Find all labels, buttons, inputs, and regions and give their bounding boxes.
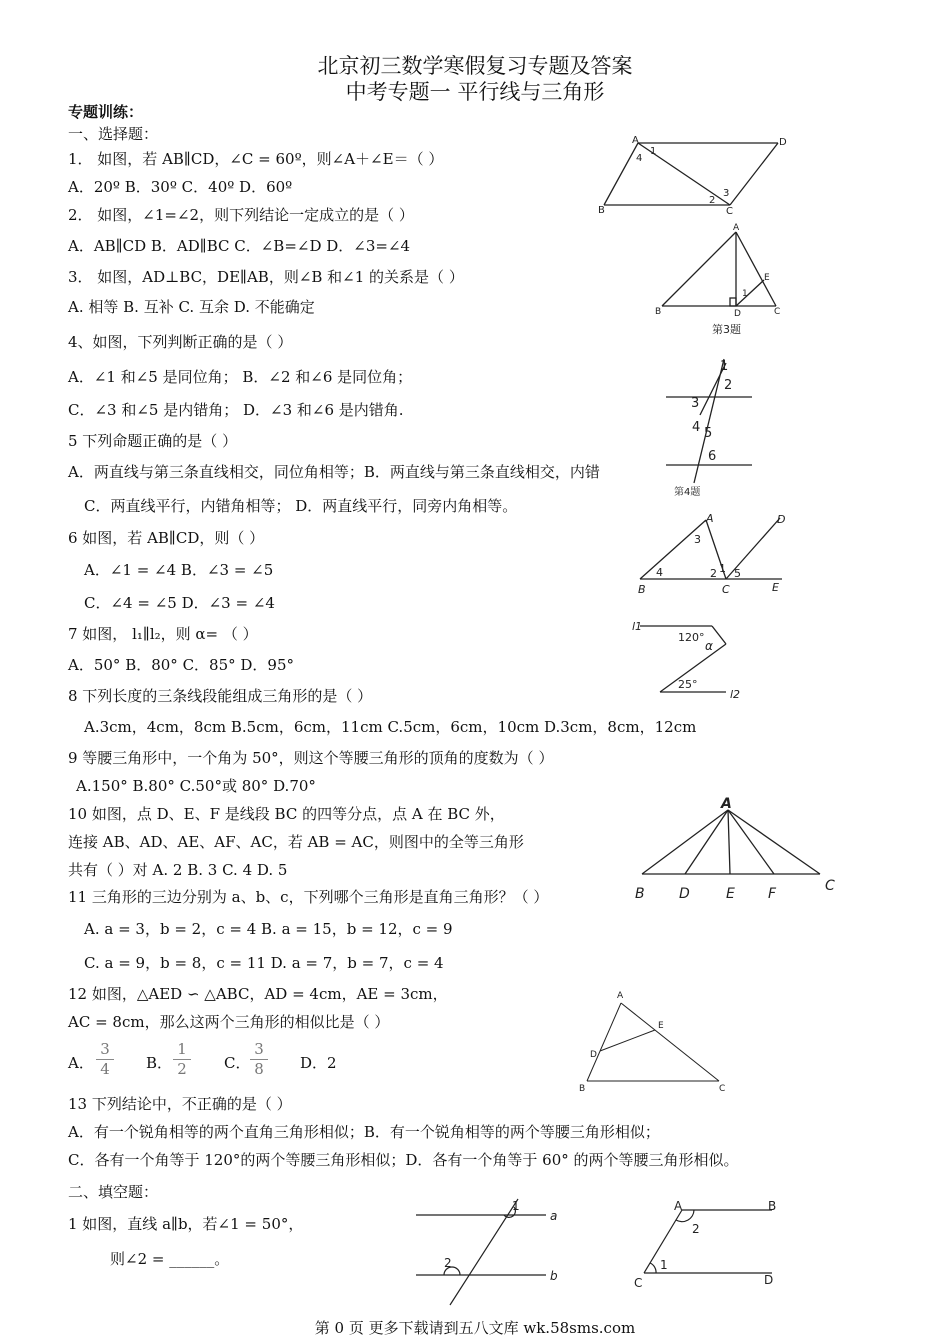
label-angle-3: 3: [691, 396, 700, 411]
label-b: B: [638, 583, 646, 596]
text-line: 4、如图，下列判断正确的是（ ）: [68, 333, 293, 351]
text-line: 1． 如图，若 AB∥CD，∠C = 60º，则∠A＋∠E＝（ ）: [68, 150, 444, 168]
label-c: C: [726, 206, 733, 217]
label-angle-2: 2: [709, 195, 716, 206]
fraction-denominator: 4: [100, 1060, 110, 1078]
fraction-numerator: 3: [100, 1040, 110, 1058]
label-a: A: [706, 512, 714, 525]
text-line: AC = 8cm，那么这两个三角形的相似比是（ ）: [68, 1013, 390, 1031]
figure-q3: [650, 220, 790, 338]
text-line: 6 如图，若 AB∥CD，则（ ）: [68, 529, 265, 547]
text-line: 13 下列结论中，不正确的是（ ）: [68, 1095, 292, 1113]
text-line: 连接 AB、AD、AE、AF、AC，若 AB = AC，则图中的全等三角形: [68, 833, 524, 851]
text-line: C．各有一个角等于 120°的两个等腰三角形相似；D．各有一个角等于 60° 的两个等腰三角形相似。: [68, 1151, 739, 1169]
label-angle-4: 4: [656, 566, 663, 579]
figure-caption: 第3题: [712, 323, 741, 336]
label-c: C: [634, 1276, 643, 1290]
text-line: A．AB∥CD B．AD∥BC C．∠B=∠D D．∠3=∠4: [68, 237, 411, 255]
text-line: A．有一个锐角相等的两个直角三角形相似；B．有一个锐角相等的两个等腰三角形相似；: [68, 1123, 660, 1141]
text-line: A. a = 3，b = 2，c = 4 B. a = 15，b = 12，c = 9: [84, 920, 453, 938]
label-d: D: [779, 137, 787, 148]
label-e: E: [772, 581, 779, 594]
label-d: D: [764, 1273, 774, 1287]
label-angle-2: 2: [444, 1256, 452, 1270]
label-alpha: α: [705, 639, 713, 653]
label-angle-2: 2: [710, 567, 717, 580]
label-angle-1: 1: [650, 146, 657, 157]
label-e: E: [764, 273, 770, 283]
text-line: 二、填空题：: [68, 1183, 159, 1201]
text-line: A. 相等 B. 互补 C. 互余 D. 不能确定: [68, 298, 315, 316]
label-a: A: [632, 135, 639, 146]
label-a: A: [733, 223, 740, 233]
label-c: C: [719, 1084, 726, 1094]
label-a: A: [617, 991, 624, 1001]
fraction-denominator: 2: [177, 1060, 187, 1078]
text-line: 一、选择题：: [68, 125, 159, 143]
q12-fraction-a: [96, 1041, 114, 1078]
q12-fraction-b: [173, 1041, 191, 1078]
text-line: 8 下列长度的三条线段能组成三角形的是（ ）: [68, 687, 373, 705]
text-line: 2． 如图，∠1=∠2，则下列结论一定成立的是（ ）: [68, 206, 414, 224]
figure-fill-1-b: [630, 1195, 790, 1290]
text-line: C. a = 9，b = 8，c = 11 D. a = 7，b = 7，c = 4: [84, 954, 444, 972]
text-line: 5 下列命题正确的是（ ）: [68, 432, 238, 450]
label-angle-1: 1: [742, 289, 748, 299]
text-line: C．∠3 和∠5 是内错角； D．∠3 和∠6 是内错角.: [68, 401, 404, 419]
q12-option-b: B．: [146, 1054, 173, 1072]
text-line: 专题训练：: [68, 103, 144, 121]
text-line: C．∠4 = ∠5 D．∠3 = ∠4: [84, 594, 275, 612]
label-e: E: [658, 1021, 664, 1031]
label-d: D: [679, 886, 690, 902]
q12-option-c: C．: [224, 1054, 251, 1072]
page-footer: 第 0 页 更多下载请到五八文库 wk.58sms.com: [314, 1319, 636, 1337]
page-subtitle: 中考专题一 平行线与三角形: [345, 80, 605, 104]
fraction-numerator: 3: [254, 1040, 264, 1058]
label-f: F: [768, 886, 777, 902]
text-line: A．50° B．80° C．85° D．95°: [68, 656, 295, 674]
label-b: B: [579, 1084, 586, 1094]
label-angle-5: 5: [734, 567, 741, 580]
figure-caption: 第4题: [674, 487, 701, 498]
fraction-numerator: 1: [177, 1040, 187, 1058]
label-angle-1: 1: [720, 359, 729, 374]
text-line: 7 如图， l₁∥l₂，则 α= （ ）: [68, 625, 258, 643]
figure-q6: [634, 510, 794, 600]
label-angle-120: 120°: [678, 631, 705, 644]
label-angle-1: 1: [660, 1258, 668, 1272]
figure-q12: [575, 985, 745, 1095]
label-angle-3: 3: [723, 188, 730, 199]
text-line: A．∠1 和∠5 是同位角； B．∠2 和∠6 是同位角；: [68, 368, 413, 386]
text-line: C．两直线平行，内错角相等； D．两直线平行，同旁内角相等。: [84, 497, 518, 515]
figure-q1: [590, 135, 790, 220]
label-angle-3: 3: [694, 533, 701, 546]
text-line: A．两直线与第三条直线相交，同位角相等；B．两直线与第三条直线相交，内错: [68, 463, 600, 481]
text-line: 10 如图，点 D、E、F 是线段 BC 的四等分点，点 A 在 BC 外，: [68, 805, 505, 823]
q12-option-d: D．2: [300, 1054, 337, 1072]
figure-q10: [630, 790, 840, 905]
figure-q7: [630, 616, 760, 704]
q12-option-a: A．: [68, 1054, 94, 1072]
label-a: A: [721, 796, 732, 812]
label-d: D: [590, 1050, 597, 1060]
text-line: 共有（ ）对 A. 2 B. 3 C. 4 D. 5: [68, 861, 288, 879]
label-angle-4: 4: [636, 153, 643, 164]
text-line: 3． 如图，AD⊥BC，DE∥AB，则∠B 和∠1 的关系是（ ）: [68, 268, 464, 286]
label-d: D: [777, 513, 786, 526]
label-b: b: [550, 1269, 558, 1283]
label-b: B: [635, 886, 645, 902]
label-angle-4: 4: [692, 420, 701, 435]
label-e: E: [726, 886, 735, 902]
label-b: B: [598, 205, 605, 216]
text-line: 1 如图，直线 a∥b，若∠1 = 50°，: [68, 1215, 304, 1233]
text-line: 9 等腰三角形中，一个角为 50°，则这个等腰三角形的顶角的度数为（ ）: [68, 749, 554, 767]
page-title: 北京初三数学寒假复习专题及答案: [317, 54, 633, 78]
text-line: A．∠1 = ∠4 B．∠3 = ∠5: [84, 561, 274, 579]
label-b: B: [655, 307, 662, 317]
text-line: A．20º B．30º C．40º D．60º: [68, 178, 293, 196]
text-line: 11 三角形的三边分别为 a、b、c，下列哪个三角形是直角三角形？（ ）: [68, 888, 549, 906]
label-c: C: [774, 307, 781, 317]
label-angle-5: 5: [704, 426, 713, 441]
label-c: C: [722, 583, 730, 596]
label-l2: l2: [730, 688, 741, 701]
label-d: D: [734, 309, 741, 319]
q12-fraction-c: [250, 1041, 268, 1078]
label-a: A: [674, 1199, 683, 1213]
text-line: 12 如图，△AED ∽ △ABC，AD = 4cm，AE = 3cm，: [68, 985, 448, 1003]
text-line: A.150° B.80° C.50°或 80° D.70°: [76, 777, 316, 795]
fraction-denominator: 8: [254, 1060, 264, 1078]
label-angle-2: 2: [724, 378, 733, 393]
label-c: C: [825, 878, 835, 894]
label-a: a: [550, 1209, 558, 1223]
text-line: A.3cm，4cm，8cm B.5cm，6cm，11cm C.5cm，6cm，10cm D.3cm，8cm，12cm: [84, 718, 697, 736]
label-l1: l1: [632, 620, 643, 633]
label-angle-1: 1: [512, 1199, 520, 1213]
figure-fill-1-a: [410, 1195, 580, 1307]
label-angle-25: 25°: [678, 678, 698, 691]
label-b: B: [768, 1199, 777, 1213]
label-angle-2: 2: [692, 1222, 700, 1236]
figure-q4: [660, 355, 760, 498]
label-angle-1: 1: [719, 562, 726, 575]
label-angle-6: 6: [708, 449, 717, 464]
text-line: 则∠2 = ______。: [110, 1250, 230, 1268]
